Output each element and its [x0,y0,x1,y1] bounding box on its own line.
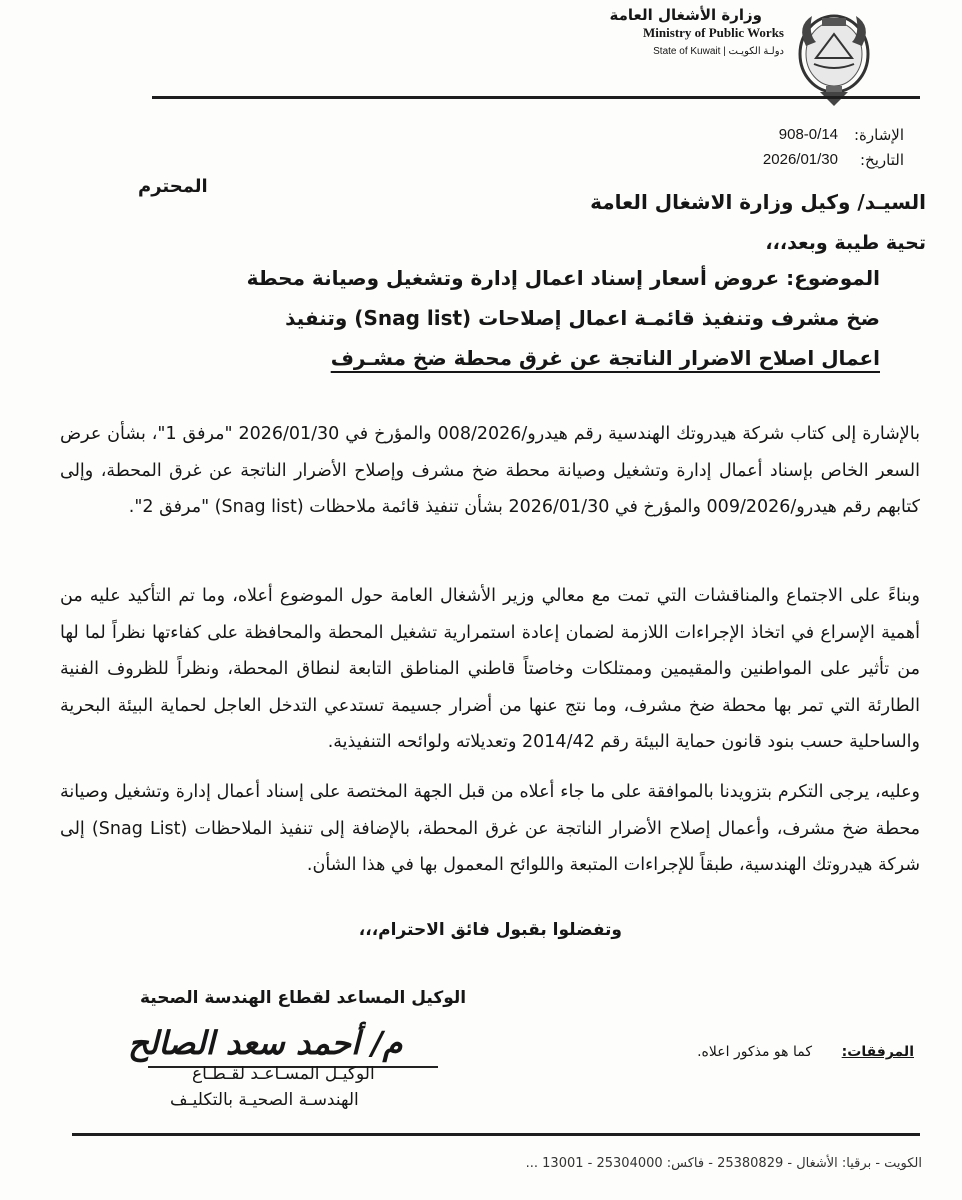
stamp-line-1: الوكيـل المسـاعـد لقـطـاع [192,1064,375,1084]
reference-number: 908-0/14 [778,126,838,143]
header-divider [152,96,920,99]
subject-line-2: ضخ مشرف وتنفيذ قائمـة اعمال إصلاحات (Snag list) وتنفيذ [285,306,880,330]
addressee: السيـد/ وكيل وزارة الاشغال العامة [590,190,926,214]
closing-salutation: وتفضلوا بقبول فائق الاحترام،،، [358,920,622,940]
reference-label: الإشارة: [853,126,904,144]
state-of-kuwait-label: State of Kuwait | دولـة الكويـت [653,46,784,57]
signatory-title: الوكيل المساعد لقطاع الهندسة الصحية [140,988,467,1008]
signatory-name: م/ أحمد سعد الصالح [128,1024,403,1062]
subject-line-3: اعمال اصلاح الاضرار الناتجة عن غرق محطة ضخ مشـرف [330,346,880,370]
attachments-label: المرفقات: [841,1044,914,1060]
attachments-value: كما هو مذكور اعلاه. [697,1044,812,1060]
subject-line-1: الموضوع: عروض أسعار إسناد اعمال إدارة وتشغيل وصيانة محطة [246,266,880,290]
ministry-name-english: Ministry of Public Works [643,25,784,40]
body-paragraph-3: وعليه، يرجى التكرم بتزويدنا بالموافقة على ما جاء أعلاه من قبل الجهة المختصة على إسناد أعمال إدارة وتشغيل وصيانة محطة ضخ مشرف، وأعمال إصلاح الأضرار الناتجة عن غرق المحطة، بالإضافة إلى تنفيذ الملاحظات (Snag List) إلى شركة هيدروتك الهندسية، طبقاً للإجراءات المتبعة واللوائح المعمول بها في هذا الشأن. [60,782,921,875]
letter-date: 2026/01/30 [762,151,838,168]
ministry-name-arabic: وزارة الأشغال العامة [609,6,762,24]
footer-divider [72,1133,920,1136]
stamp-line-2: الهندسـة الصحيـة بالتكليـف [170,1090,359,1110]
kuwait-emblem-icon [786,6,882,110]
date-label: التاريخ: [860,151,904,169]
body-paragraph-1: بالإشارة إلى كتاب شركة هيدروتك الهندسية رقم هيدرو/008/2026 والمؤرخ في 2026/01/30 "مرفق 1"، بشأن عرض السعر الخاص بإسناد أعمال إدارة وتشغيل وصيانة محطة ضخ مشرف وإصلاح الأضرار الناتجة عن غرق المحطة، وإلى كتابهم رقم هيدرو/009/2026 والمؤرخ في 2026/01/30 بشأن تنفيذ قائمة ملاحظات (Snag list) "مرفق 2". [60,424,920,517]
subject-block [190,258,880,378]
footer-contact: الكويت - برقيا: الأشغال - 25380829 - فاكس: 25304000 - 13001 ... [525,1156,922,1171]
body-paragraph-2: وبناءً على الاجتماع والمناقشات التي تمت مع معالي وزير الأشغال العامة حول الموضوع أعلاه، وما تم التأكيد عليه من أهمية الإسراع في اتخاذ الإجراءات اللازمة لضمان إعادة استمرارية تشغيل المحطة والمحافظة على كفاءتها نظراً لما لها من تأثير على المواطنين والمقيمين وممتلكات وخاصتاً قاطني المناطق التابعة لنطاق المحطة، ونظراً للظروف الفنية الطارئة التي تمر بها محطة ضخ مشرف، وما نتج عنها من أضرار جسيمة تستدعي التدخل العاجل لحماية البيئة البحرية والساحلية حسب بنود قانون حماية البيئة رقم 2014/42 وتعديلاته ولوائحه التنفيذية. [60,586,920,752]
honorific: المحترم [138,176,208,197]
greeting: تحية طيبة وبعد،،، [765,232,926,254]
